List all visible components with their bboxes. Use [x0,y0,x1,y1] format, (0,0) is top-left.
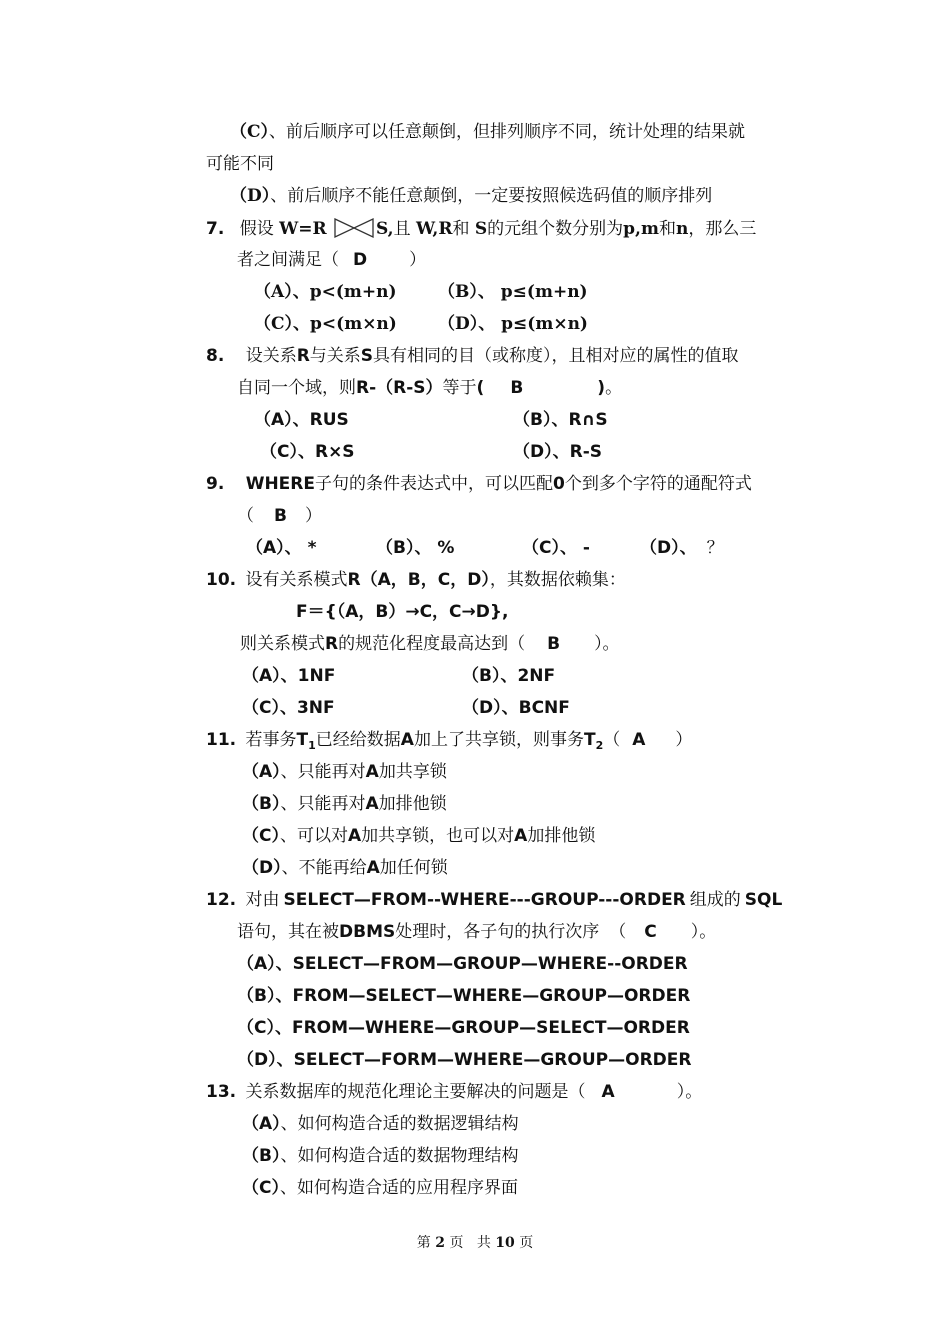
q10-option-a: （A）、1NF [242,666,336,686]
q7-stem-line2: 者之间满足（ D ） [237,250,427,270]
page-number: 2 [435,1235,445,1251]
q13-option-c: （C）、如何构造合适的应用程序界面 [242,1178,518,1198]
q12-stem-line2: 语句，其在被DBMS处理时，各子句的执行次序 （ C ）。 [237,922,717,942]
q8-option-b: （B）、R∩S [513,410,608,430]
q12-stem-line1: 12. 对由 SELECT—FROM--WHERE---GROUP---ORDER 组成的 SQL [206,890,783,910]
q11-option-d: （D）、不能再给A加任何锁 [242,858,448,878]
q7-option-b: （B）、 p≤(m+n) [438,282,588,302]
q11-option-a: （A）、只能再对A加共享锁 [242,762,447,782]
q6-option-d: （D）、前后顺序不能任意颠倒，一定要按照候选码值的顺序排列 [230,186,713,206]
q9-stem-line1: 9. WHERE子句的条件表达式中，可以匹配0个到多个字符的通配符式 [206,474,752,494]
q13-stem: 13. 关系数据库的规范化理论主要解决的问题是（ A ）。 [206,1082,703,1102]
q11-option-b: （B）、只能再对A加排他锁 [242,794,447,814]
q12-option-c: （C）、FROM—WHERE—GROUP—SELECT—ORDER [237,1018,690,1038]
q12-option-b: （B）、FROM—SELECT—WHERE—GROUP—ORDER [237,986,691,1006]
total-pages: 10 [495,1235,515,1251]
question-number: 11. [206,730,237,750]
q7-option-c: （C）、p<(m×n) [254,314,397,334]
q6-option-c-line1: （C）、前后顺序可以任意颠倒，但排列顺序不同，统计处理的结果就 [230,122,746,142]
q13-option-a: （A）、如何构造合适的数据逻辑结构 [242,1114,519,1134]
q10-stem-line1: 10. 设有关系模式R（A，B，C，D），其数据依赖集： [206,570,626,590]
q8-option-a: （A）、RUS [254,410,349,430]
page-footer: 第 2 页 共 10 页 [416,1235,534,1251]
question-number: 13. [206,1082,237,1102]
question-number: 9. [206,474,225,494]
q8-stem-line1: 8. 设关系R与关系S具有相同的目（或称度），且相对应的属性的值取 [206,346,739,366]
q9-stem-line2: （ B ） [237,506,322,526]
answer: D [353,250,368,270]
question-number: 7. [206,219,225,239]
answer: B [274,506,287,526]
answer: A [632,730,646,750]
q12-option-d: （D）、SELECT—FORM—WHERE—GROUP—ORDER [237,1050,692,1070]
q11-option-c: （C）、可以对A加共享锁，也可以对A加排他锁 [242,826,596,846]
q7-option-a: （A）、p<(m+n) [254,282,397,302]
question-number: 8. [206,346,225,366]
q7-option-d: （D）、 p≤(m×n) [438,314,588,334]
answer: B [547,634,561,654]
q6-option-c-line2: 可能不同 [206,154,274,174]
q10-functional-dependencies: F＝{（A，B）→C，C→D}, [296,602,509,622]
natural-join-icon [334,217,374,239]
question-number: 12. [206,890,237,910]
q10-stem-line3: 则关系模式R的规范化程度最高达到（ B ）。 [240,634,620,654]
q10-option-c: （C）、3NF [242,698,335,718]
answer: C [644,922,657,942]
q10-option-d: （D）、BCNF [462,698,570,718]
answer: B [510,378,524,398]
q9-option-a: （A）、 * [246,538,317,558]
q8-stem-line2: 自同一个域，则R-（R-S）等于( B )。 [237,378,623,398]
q10-option-b: （B）、2NF [462,666,556,686]
question-number: 10. [206,570,237,590]
q9-option-d: （D）、 ？ [640,538,724,558]
q13-option-b: （B）、如何构造合适的数据物理结构 [242,1146,519,1166]
q9-option-b: （B）、 % [376,538,455,558]
q12-option-a: （A）、SELECT—FROM—GROUP—WHERE--ORDER [237,954,688,974]
answer: A [601,1082,615,1102]
q8-option-c: （C）、R×S [260,442,355,462]
q7-stem-line1: 7. 假设 W=R S,且 W,R和 S的元组个数分别为p,m和n，那么三 [206,219,757,239]
q11-stem: 11. 若事务$T_1$已经给数据A加上了共享锁，则事务$T_2$（ A ） [206,730,693,752]
q9-option-c: （C）、 - [522,538,590,558]
q8-option-d: （D）、R-S [513,442,603,462]
